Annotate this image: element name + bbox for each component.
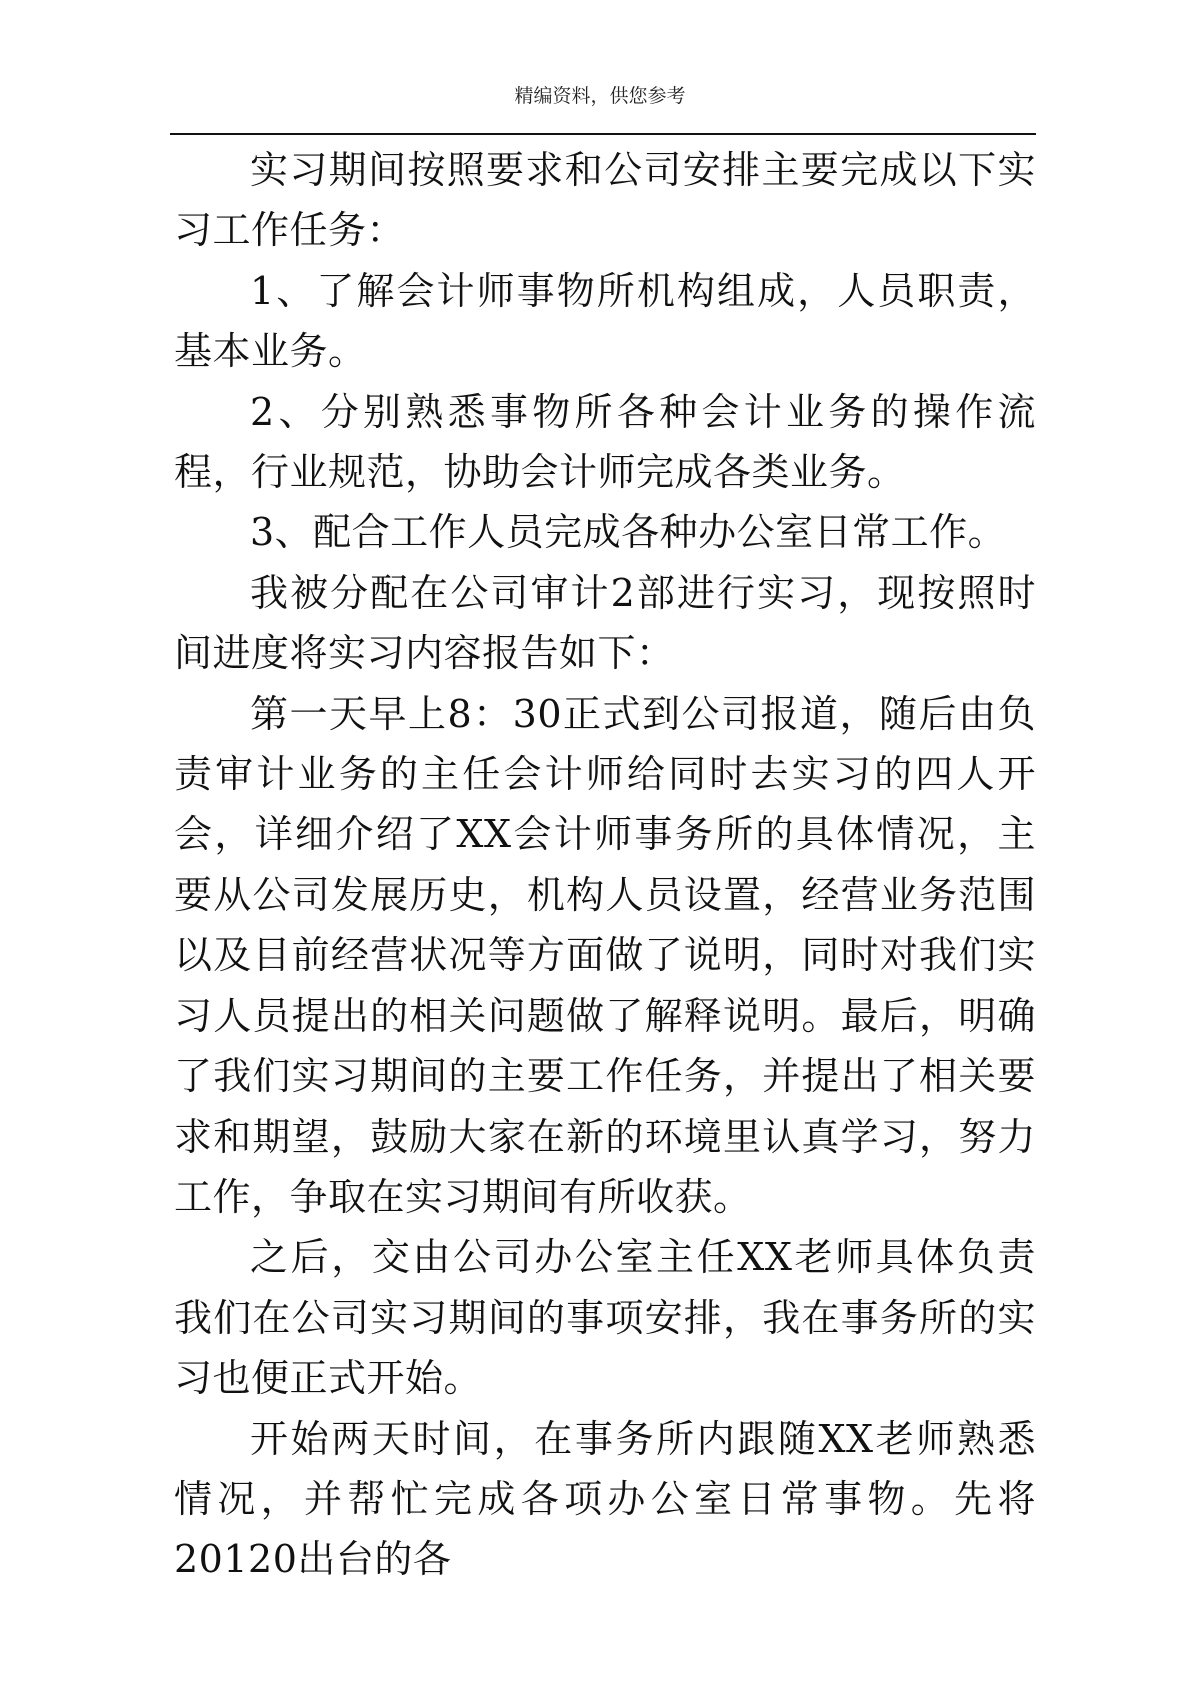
paragraph-first-day: 第一天早上8：30正式到公司报道，随后由负责审计业务的主任会计师给同时去实习的四人开会，详细介绍了XX会计师事务所的具体情况，主要从公司发展历史，机构人员设置，经营业务范围以及目前经营状况等方面做了说明，同时对我们实习人员提出的相关问题做了解释说明。最后，明确了我们实习期间的主要工作任务，并提出了相关要求和期望，鼓励大家在新的环境里认真学习，努力工作，争取在实习期间有所收获。 [174,691,1036,1219]
paragraph-task-1: 1、了解会计师事物所机构组成，人员职责，基本业务。 [174,268,1036,374]
document-body [174,140,1036,1590]
page-header: 精编资料，供您参考 [514,85,686,107]
header-divider [170,133,1036,135]
paragraph-afterwards: 之后，交由公司办公室主任XX老师具体负责我们在公司实习期间的事项安排，我在事务所的实习也便正式开始。 [174,1235,1036,1401]
paragraph-task-3: 3、配合工作人员完成各种办公室日常工作。 [250,510,1007,555]
paragraph-task-2: 2、分别熟悉事物所各种会计业务的操作流程，行业规范，协助会计师完成各类业务。 [174,389,1036,495]
paragraph-first-two-days: 开始两天时间，在事务所内跟随XX老师熟悉情况，并帮忙完成各项办公室日常事物。先将20120出台的各 [174,1416,1036,1582]
paragraph-task-intro: 实习期间按照要求和公司安排主要完成以下实习工作任务： [174,148,1036,253]
paragraph-assignment: 我被分配在公司审计2部进行实习，现按照时间进度将实习内容报告如下： [174,570,1036,676]
